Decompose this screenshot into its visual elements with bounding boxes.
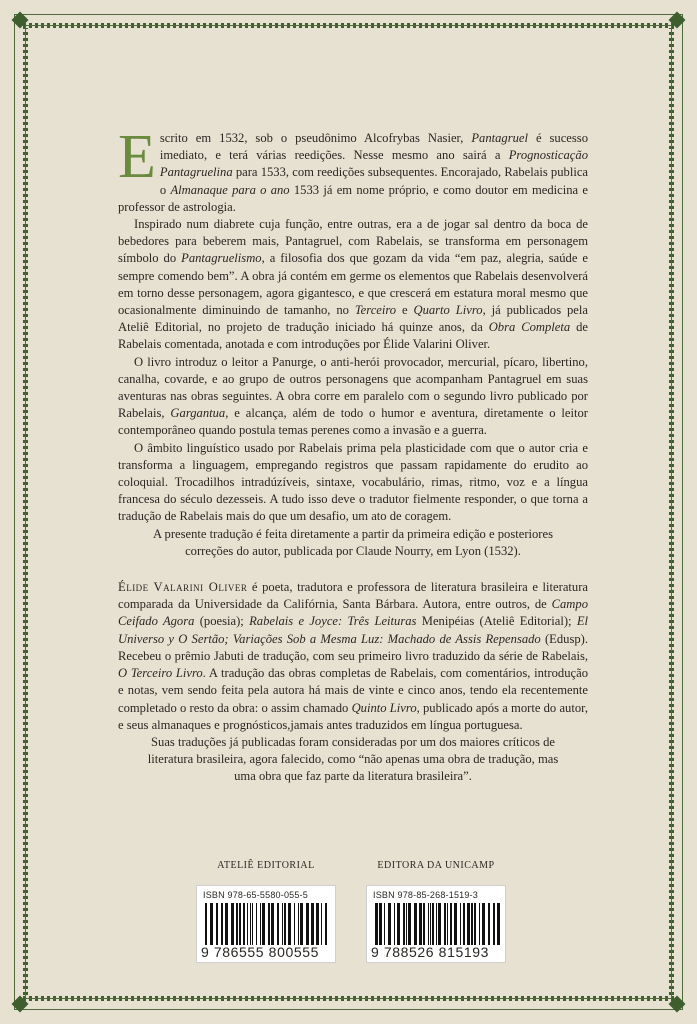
- author-quote: Suas traduções já publicadas foram consideradas por um dos maiores críticos de literatura brasileira, agora falecido, como “não apenas uma obra de tradução, mas uma obra que faz parte da literatura brasileira”.: [147, 734, 559, 784]
- barcode-bar: [239, 903, 241, 945]
- publisher-name: EDITORA DA UNICAMP: [377, 860, 495, 871]
- barcode-bar: [243, 903, 245, 945]
- barcode-bar: [408, 903, 411, 945]
- barcode-bar: [268, 903, 270, 945]
- drop-cap: E: [118, 123, 156, 191]
- barcode-bar: [436, 903, 437, 945]
- barcode-bar: [210, 903, 213, 945]
- intro-paragraph-2: Inspirado num diabrete cuja função, entre outras, era a de jogar sal dentro da boca de bebedores para beberem mais, Pantagruel, com Rabelais, se transforma em personagem símbolo do Pantagruelismo, a filosofia dos que gozam da vida “em paz, alegria, saúde e sempre comendo bem”. A obra já contém em germe os elementos que Rabelais desenvolverá em torno desse personagem, agora gigantesco, e que crescerá em estatura moral mesmo que ocasionalmente diminuindo de tamanho, no Terceiro e Quarto Livro, já publicados pela Ateliê Editorial, no projeto de tradução iniciado há quinze anos, da Obra Completa de Rabelais comentada, anotada e com introduções por Élide Valarini Oliver.: [118, 217, 588, 352]
- barcode-bar: [423, 903, 425, 945]
- barcode-bar: [479, 903, 480, 945]
- barcode-bar: [414, 903, 417, 945]
- barcode-block-atelie: [196, 860, 336, 963]
- barcode-bar: [298, 903, 299, 945]
- barcode-number: 9 786555 800555: [201, 944, 319, 960]
- barcode-bar: [231, 903, 234, 945]
- barcode-bar: [288, 903, 291, 945]
- barcode: [196, 885, 336, 963]
- barcode-bar: [316, 903, 319, 945]
- barcode-bar: [250, 903, 251, 945]
- barcode-bar: [311, 903, 314, 945]
- publisher-name: ATELIÊ EDITORIAL: [217, 860, 315, 871]
- barcode-bar: [247, 903, 248, 945]
- barcode-bar: [432, 903, 434, 945]
- barcode-bar: [454, 903, 457, 945]
- barcode-bar: [406, 903, 407, 945]
- barcode-bar: [284, 903, 286, 945]
- barcode-bar: [262, 903, 265, 945]
- isbn-text: ISBN 978-85-268-1519-3: [373, 890, 478, 900]
- barcode-bar: [430, 903, 431, 945]
- barcode-bar: [221, 903, 223, 945]
- barcode-bar: [447, 903, 448, 945]
- intro-paragraph-4: O âmbito linguístico usado por Rabelais prima pela plasticidade com que o autor cria e transforma a linguagem, empregando registros que passam rapidamente do erudito ao coloquial. Trocadilhos intradúzíveis, sintaxe, vocabulário, rimas, ritmo, voz e a língua francesa do século dezesseis. A tudo isso deve o tradutor fielmente responder, o que torna a tradução de Rabelais mais do que um desafio, um ato de coragem.: [118, 440, 588, 524]
- barcode-bar: [225, 903, 228, 945]
- intro-paragraph-3: O livro introduz o leitor a Panurge, o anti-herói provocador, mercurial, pícaro, libertino, canalha, covarde, e ao grupo de outros personagens que acompanham Pantagruel em suas aventuras nas obras seguintes. A obra corre em paralelo com o segundo livro publicado por Rabelais, Gargantua, e alcança, além de todo o humor e aventura, diretamente o leitor contemporâneo quando postula temas perenes como a invasão e a guerra.: [118, 354, 588, 438]
- barcode-bar: [438, 903, 441, 945]
- barcode-bar: [205, 903, 207, 945]
- barcode-bar: [388, 903, 391, 945]
- intro-paragraph-5: A presente tradução é feita diretamente a partir da primeira edição e posteriores correções do autor, publicada por Claude Nourry, em Lyon (1532).: [152, 526, 553, 558]
- barcode-bar: [403, 903, 405, 945]
- barcode-bar: [394, 903, 395, 945]
- barcode: [366, 885, 506, 963]
- barcode-bar: [375, 903, 378, 945]
- barcode-bar: [419, 903, 422, 945]
- barcode-bar: [474, 903, 476, 945]
- barcode-bar: [300, 903, 303, 945]
- barcode-bar: [460, 903, 461, 945]
- barcode-bar: [397, 903, 400, 945]
- barcode-bar: [294, 903, 295, 945]
- barcode-block-unicamp: [366, 860, 506, 963]
- barcode-number: 9 788526 815193: [371, 944, 489, 960]
- barcode-bar: [463, 903, 465, 945]
- intro-paragraph-1: Escrito em 1532, sob o pseudônimo Alcofrybas Nasier, Pantagruel é sucesso imediato, e terá várias reedições. Nesse mesmo ano sairá a Prognosticação Pantagruelina para 1533, com reedições subsequentes. Encorajado, Rabelais publica o Almanaque para o ano 1533 já em nome próprio, e como doutor em medicina e professor de astrologia.: [118, 123, 589, 214]
- barcode-bar: [428, 903, 429, 945]
- back-cover-text: [118, 123, 589, 786]
- barcode-bars: [205, 903, 331, 945]
- barcode-bar: [306, 903, 309, 945]
- barcode-bar: [379, 903, 382, 945]
- barcode-bar: [384, 903, 385, 945]
- barcode-bar: [321, 903, 322, 945]
- section-gap: [118, 560, 588, 579]
- isbn-text: ISBN 978-65-5580-055-5: [203, 890, 308, 900]
- barcode-bar: [444, 903, 446, 945]
- barcode-bar: [277, 903, 279, 945]
- barcode-bar: [282, 903, 283, 945]
- barcode-bars: [375, 903, 501, 945]
- barcode-bar: [482, 903, 485, 945]
- barcode-bar: [252, 903, 253, 945]
- barcode-bar: [236, 903, 238, 945]
- barcode-bar: [497, 903, 500, 945]
- barcode-bar: [271, 903, 274, 945]
- barcode-bar: [260, 903, 261, 945]
- barcode-bar: [471, 903, 473, 945]
- barcode-bar: [488, 903, 490, 945]
- barcode-bar: [493, 903, 495, 945]
- barcode-bar: [325, 903, 327, 945]
- author-bio: Élide Valarini Oliver é poeta, tradutora e professora de literatura brasileira e literatura comparada da Universidade da Califórnia, Santa Bárbara. Autora, entre outros, de Campo Ceifado Agora (poesia); Rabelais e Joyce: Três Leituras Menipéias (Ateliê Editorial); El Universo y O Sertão; Variações Sob a Mesma Luz: Machado de Assis Repensado (Edusp). Recebeu o prêmio Jabuti de tradução, com seu primeiro livro traduzido da série de Rabelais, O Terceiro Livro. A tradução das obras completas de Rabelais, com comentários, introdução e notas, vem sendo feita pela autora há mais de vinte e cinco anos, tendo ela recentemente completado o resto da obra: o assim chamado Quinto Livro, publicado após a morte do autor, e seus almanaques e prognósticos,jamais antes traduzidos em língua portuguesa.: [118, 580, 589, 732]
- barcode-bar: [216, 903, 218, 945]
- barcode-bar: [467, 903, 470, 945]
- barcode-bar: [450, 903, 452, 945]
- barcode-bar: [256, 903, 257, 945]
